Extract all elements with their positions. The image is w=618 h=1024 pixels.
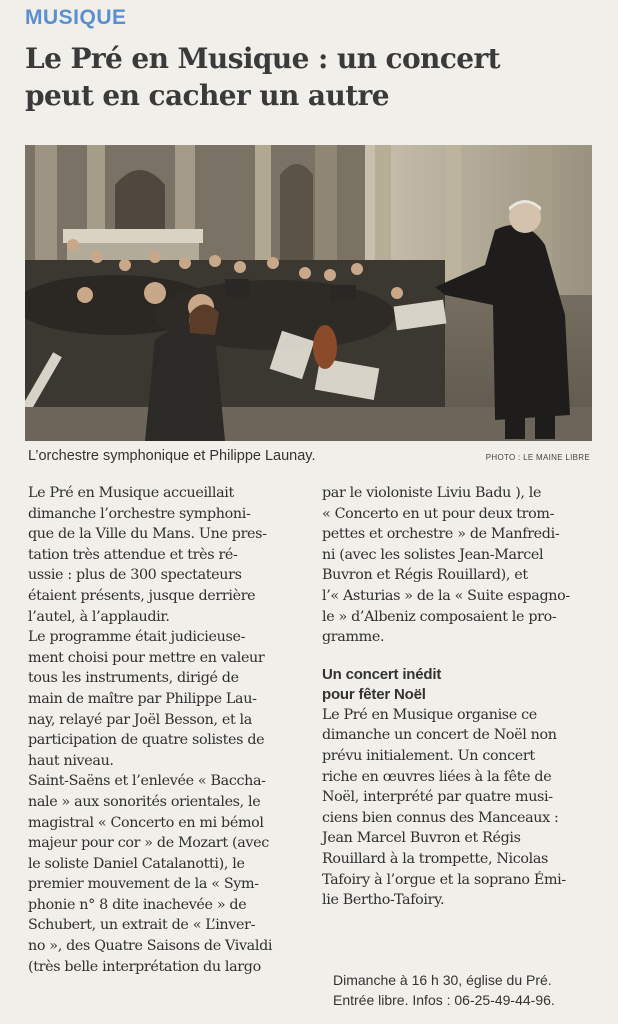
body-line: par le violoniste Liviu Badu ), le [322,485,542,501]
body-line: magistral « Concerto en mi bémol [28,814,264,831]
body-line: Jean Marcel Buvron et Régis [322,830,521,847]
body-line: Le programme était judicieuse- [28,629,246,646]
body-line: étaient présents, jusque derrière [28,587,256,604]
body-line: main de maître par Philippe Lau- [28,690,257,707]
body-line: Tafoiry à l’orgue et la soprano Émi- [322,871,566,888]
body-line: (très belle interprétation du largo [28,958,261,975]
body-line: ment choisi pour mettre en valeur [28,649,265,666]
event-info-line-2: Entrée libre. Infos : 06-25-49-44-96. [333,992,555,1008]
body-line: Rouillard à la trompette, Nicolas [322,850,549,867]
body-line: le soliste Daniel Catalanotti), le [28,855,245,872]
article-headline [25,40,605,114]
body-line: dimanche un concert de Noël non [322,727,557,744]
body-line: ussie : plus de 300 spectateurs [28,567,242,584]
body-line: prévu initialement. Un concert [322,747,535,764]
body-line: le » d’Albeniz composaient le pro- [322,608,557,625]
body-line: Le Pré en Musique organise ce [322,706,537,723]
body-line: nale » aux sonorités orientales, le [28,793,261,810]
body-line: ciens bien connus des Manceaux : [322,809,559,826]
body-line: haut niveau. [28,752,114,769]
photo-caption: L’orchestre symphonique et Philippe Launay. [28,448,316,464]
body-line: no », des Quatre Saisons de Vivaldi [28,938,273,955]
event-info-line-1: Dimanche à 16 h 30, église du Pré. [333,972,552,988]
body-line: ni (avec les solistes Jean-Marcel [322,546,544,563]
body-line: l’autel, à l’applaudir. [28,608,170,625]
body-line: participation de quatre solistes de [28,732,265,749]
photo-credit: PHOTO : LE MAINE LIBRE [485,453,590,462]
body-line: premier mouvement de la « Sym- [28,876,259,893]
body-line: Buvron et Régis Rouillard), et [322,567,528,584]
section-rubric: MUSIQUE [25,6,127,29]
body-line: l’« Asturias » de la « Suite espagno- [322,587,570,604]
body-line: lie Bertho-Tafoiry. [322,892,445,909]
orchestra-photo-illustration [25,145,592,441]
body-line: phonie n° 8 dite inachevée » de [28,896,247,913]
body-line: riche en œuvres liées à la fête de [322,768,552,785]
body-line: pettes et orchestre » de Manfredi- [322,526,560,543]
body-line: que de la Ville du Mans. Une pres- [28,526,267,543]
body-line: « Concerto en ut pour deux trom- [322,505,555,522]
body-line: gramme. [322,629,385,646]
body-line: Schubert, un extrait de « L’inver- [28,917,256,934]
article-column-left [28,483,300,977]
body-line: tous les instruments, dirigé de [28,670,239,687]
event-info [333,970,555,1010]
body-line: Saint-Saëns et l’enlevée « Baccha- [28,773,266,790]
body-line: Le Pré en Musique accueillait [28,485,234,501]
body-line: Noël, interprété par quatre musi- [322,789,553,806]
body-line: dimanche l’orchestre symphoni- [28,505,251,522]
orchestra-photo [25,145,592,441]
body-line: nay, relayé par Joël Besson, et la [28,711,252,728]
subheading-line-2: pour fêter Noël [322,685,426,703]
body-line: tation très attendue et très ré- [28,546,238,563]
article-column-right [322,483,594,911]
headline-line-1: Le Pré en Musique : un concert [25,42,500,75]
body-line: majeur pour cor » de Mozart (avec [28,835,269,852]
headline-line-2: peut en cacher un autre [25,79,389,112]
subheading-line-1: Un concert inédit [322,665,442,683]
